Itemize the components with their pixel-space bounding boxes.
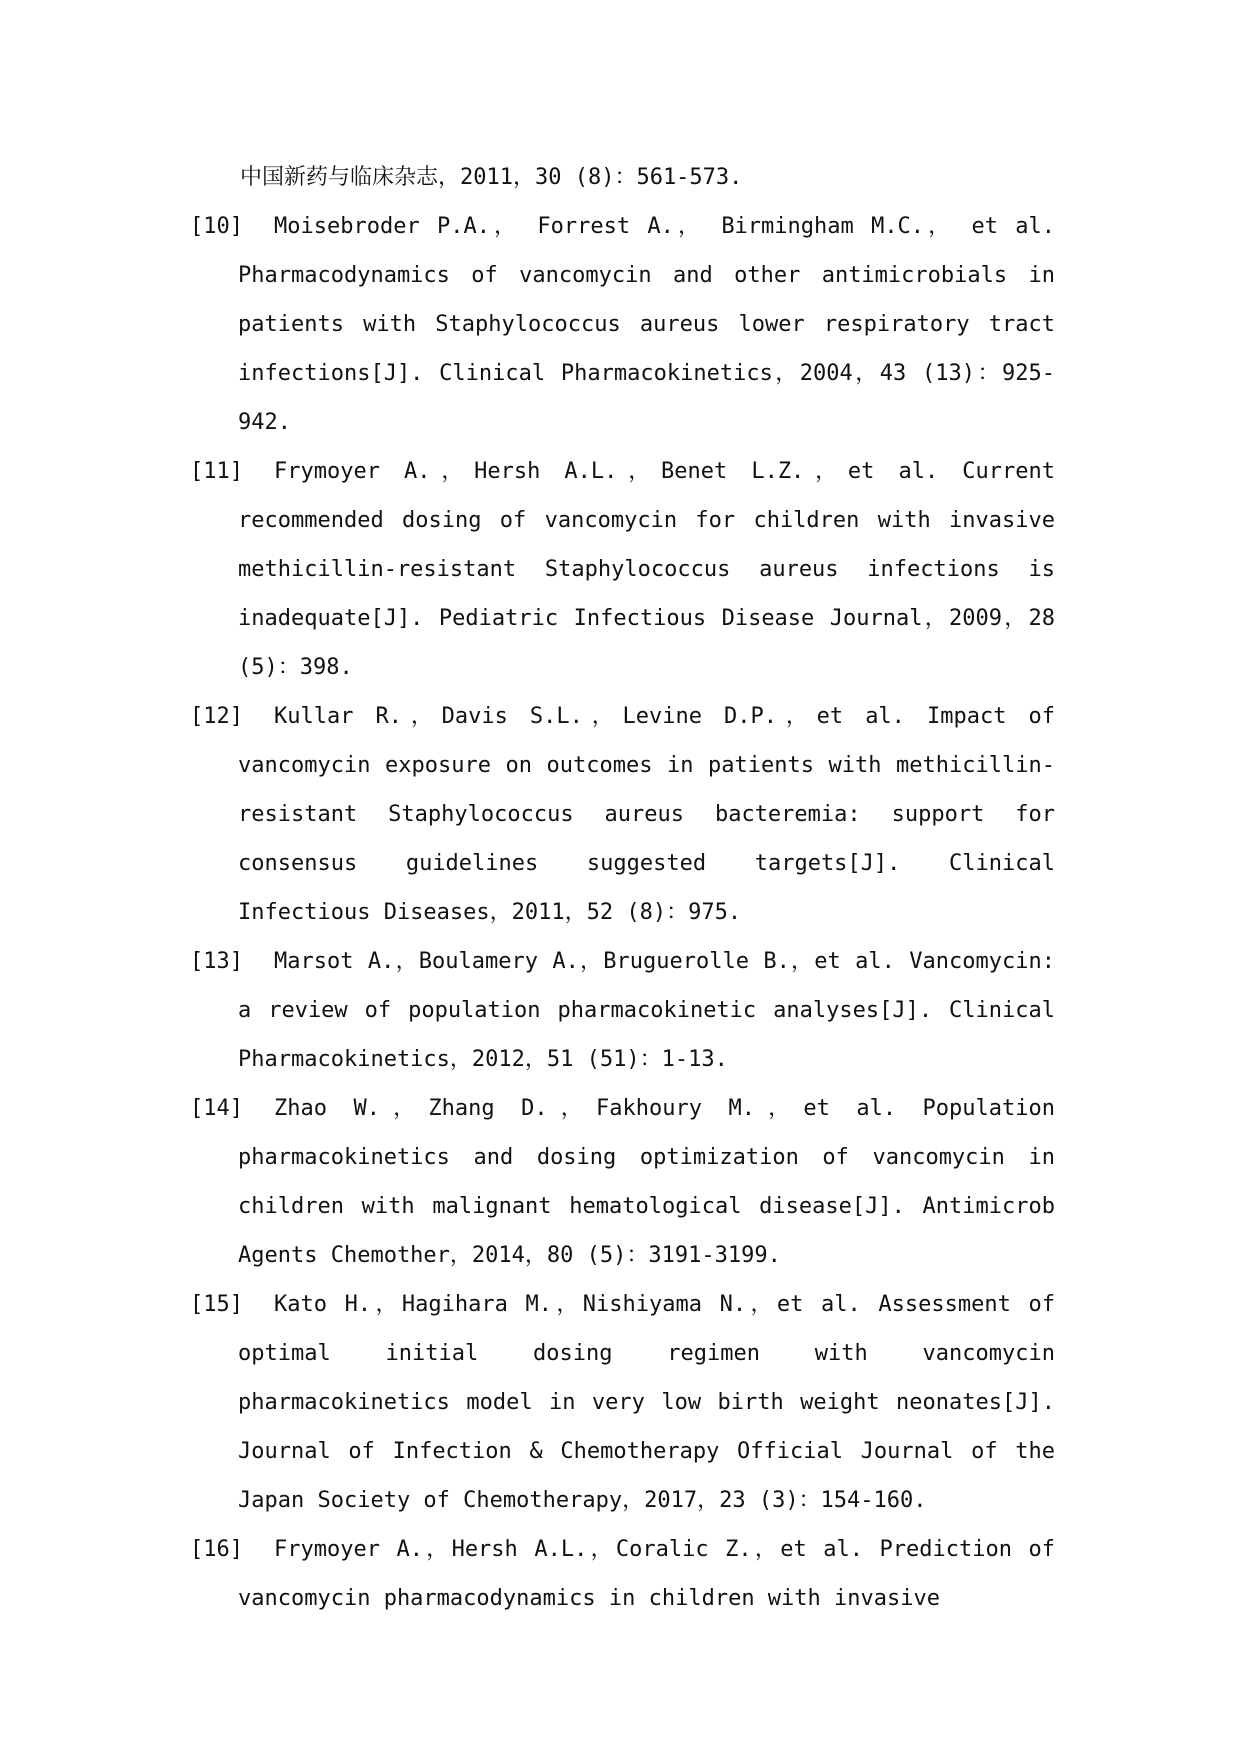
reference-text: Kato H.，Hagihara M.，Nishiyama N.，et al. Assessment of optimal initial dosing regimen with vancomycin pharmacokinetics model in very low birth weight neonates[J]. Journal of Infection & Chemotherapy Official Journal of the Japan Society of Chemotherapy，2017，23 (3)：154-160. bbox=[238, 1292, 1055, 1513]
reference-item bbox=[0, 1280, 1241, 1525]
reference-item bbox=[0, 1084, 1241, 1280]
reference-text: Frymoyer A.，Hersh A.L.，Coralic Z.，et al. Prediction of vancomycin pharmacodynamics in children with invasive bbox=[238, 1537, 1055, 1611]
reference-number: [15] bbox=[190, 1292, 243, 1317]
reference-number: [10] bbox=[190, 214, 243, 239]
reference-text: Kullar R.，Davis S.L.，Levine D.P.，et al. Impact of vancomycin exposure on outcomes in patients with methicillin-resistant Staphylococcus aureus bacteremia: support for consensus guidelines suggested targets[J]. Clinical Infectious Diseases，2011，52 (8)：975. bbox=[238, 704, 1055, 925]
reference-text: Moisebroder P.A.， Forrest A.， Birmingham M.C.， et al. Pharmacodynamics of vancomycin and other antimicrobials in patients with Staphylococcus aureus lower respiratory tract infections[J]. Clinical Pharmacokinetics，2004，43 (13)：925-942. bbox=[238, 214, 1055, 435]
reference-text: Zhao W.，Zhang D.，Fakhoury M.，et al. Population pharmacokinetics and dosing optimization of vancomycin in children with malignant hematological disease[J]. Antimicrob Agents Chemother，2014，80 (5)：3191-3199. bbox=[238, 1096, 1055, 1268]
reference-item bbox=[0, 692, 1241, 937]
reference-item bbox=[0, 1525, 1241, 1623]
reference-number: [13] bbox=[190, 949, 243, 974]
reference-number: [14] bbox=[190, 1096, 243, 1121]
reference-item bbox=[0, 937, 1241, 1084]
reference-continuation: 中国新药与临床杂志，2011，30 (8)：561-573. bbox=[240, 165, 743, 190]
reference-item bbox=[0, 202, 1241, 447]
reference-number: [11] bbox=[190, 459, 243, 484]
reference-item bbox=[0, 447, 1241, 692]
reference-list bbox=[0, 202, 1241, 1623]
reference-number: [16] bbox=[190, 1537, 243, 1562]
reference-number: [12] bbox=[190, 704, 243, 729]
reference-text: Marsot A.，Boulamery A.，Bruguerolle B.，et al. Vancomycin: a review of population pharmacokinetic analyses[J]. Clinical Pharmacokinetics，2012，51 (51)：1-13. bbox=[238, 949, 1055, 1072]
reference-text: Frymoyer A.，Hersh A.L.，Benet L.Z.，et al. Current recommended dosing of vancomycin for children with invasive methicillin-resistant Staphylococcus aureus infections is inadequate[J]. Pediatric Infectious Disease Journal，2009，28 (5)：398. bbox=[238, 459, 1055, 680]
